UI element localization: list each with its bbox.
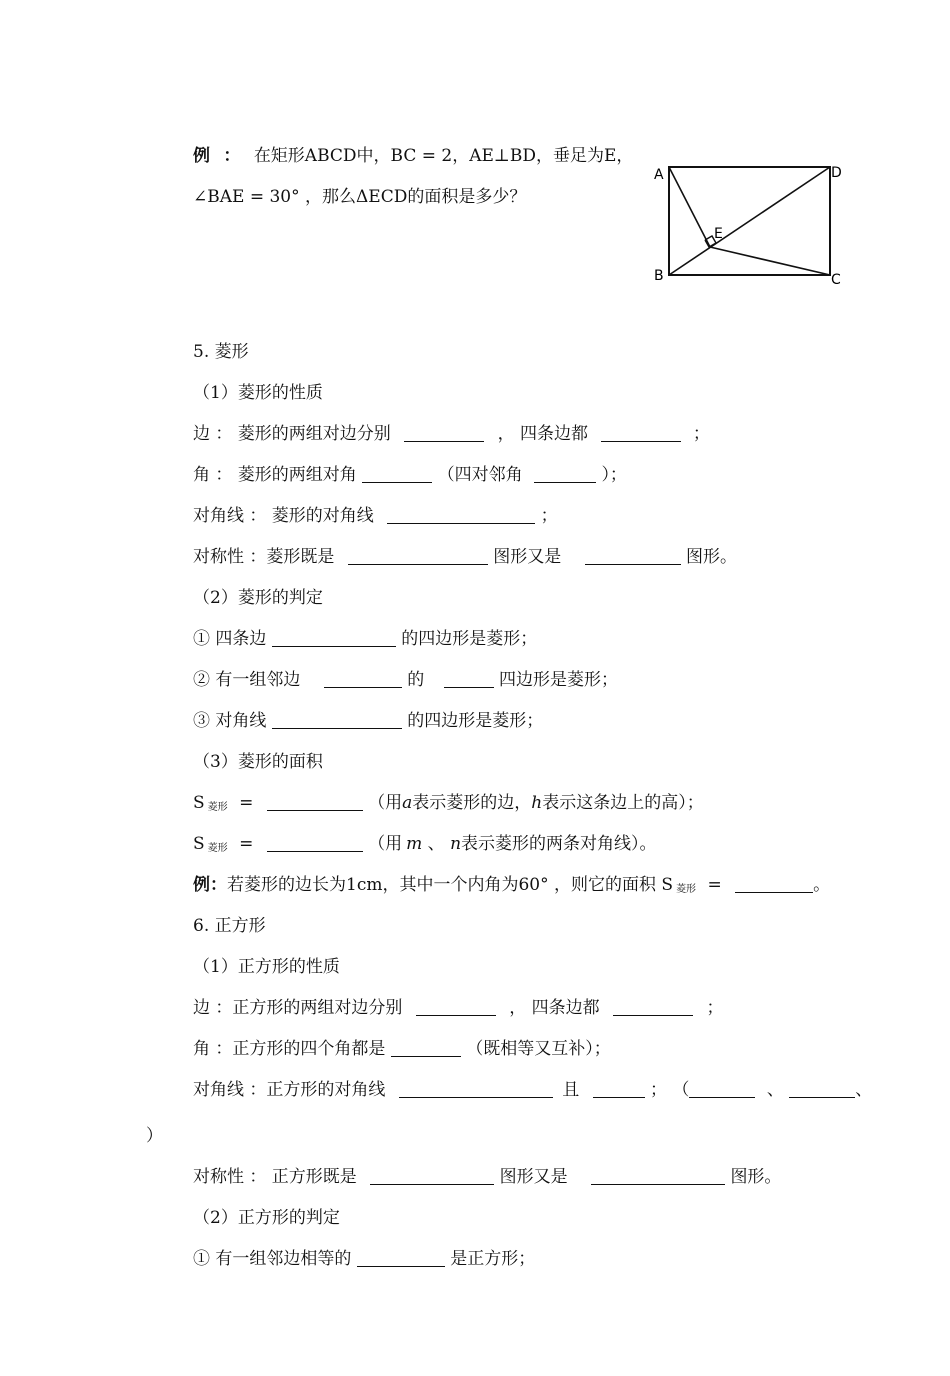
area-1-s: S — [193, 793, 205, 813]
area-1-text-2: 表示菱形的边， — [412, 793, 532, 813]
square-diagonal-blank-4[interactable] — [789, 1079, 855, 1098]
area-2-equals: = — [239, 834, 254, 854]
rhombus-judge-2-end: 四边形是菱形； — [499, 670, 619, 690]
rhombus-example-label: 例： — [193, 875, 227, 895]
area-2-sub: 菱形 — [207, 843, 228, 854]
area-2-var-n: n — [450, 834, 462, 854]
rhombus-area-1 — [193, 791, 704, 820]
example-label: 例 — [193, 146, 210, 166]
square-angle-end: （既相等又互补）； — [466, 1039, 611, 1059]
square-symmetry-blank-1[interactable] — [370, 1166, 494, 1185]
rhombus-judge-1-end: 的四边形是菱形； — [401, 629, 538, 649]
section-5-title: 5. 菱形 — [193, 342, 249, 362]
square-symmetry-text-2: 图形又是 — [499, 1167, 568, 1187]
rhombus-properties-title: （1）菱形的性质 — [193, 383, 323, 403]
vertex-a-label: A — [654, 167, 664, 183]
rhombus-side-text-2: ， 四条边都 — [497, 424, 589, 444]
rhombus-angle-blank-1[interactable] — [362, 464, 432, 483]
area-2-s: S — [193, 834, 205, 854]
rhombus-angle-text: 角 ： 菱形的两组对角 — [193, 465, 357, 485]
vertex-b-label: B — [654, 268, 664, 284]
square-diagonal-blank-3[interactable] — [689, 1079, 755, 1098]
rhombus-judge-2-text-2: 的 — [407, 670, 425, 690]
rhombus-judge-3-end: 的四边形是菱形； — [407, 711, 544, 731]
rhombus-example-end: 。 — [813, 875, 831, 895]
area-2-blank[interactable] — [267, 833, 363, 852]
square-symmetry-end: 图形。 — [730, 1167, 782, 1187]
area-2-var-m: m — [406, 834, 423, 854]
square-side-end: ； — [706, 998, 724, 1018]
diagonal-bd — [669, 167, 830, 275]
square-side-text: 边 ：正方形的两组对边分别 — [193, 998, 403, 1018]
rhombus-symmetry-line — [193, 545, 737, 569]
area-1-var-a: a — [402, 793, 413, 813]
rhombus-side-end: ； — [692, 424, 710, 444]
square-diagonal-text-3: ； （ — [650, 1080, 690, 1100]
square-angle-text: 角 ：正方形的四个角都是 — [193, 1039, 386, 1059]
rhombus-symmetry-text: 对称性 ：菱形既是 — [193, 547, 335, 567]
rhombus-example-equals: = — [707, 875, 722, 895]
rhombus-judge-2-blank-1[interactable] — [324, 669, 402, 688]
rhombus-judgement-title: （2）菱形的判定 — [193, 588, 323, 608]
area-1-blank[interactable] — [267, 792, 363, 811]
square-diagonal-blank-1[interactable] — [399, 1079, 553, 1098]
rhombus-symmetry-blank-2[interactable] — [585, 546, 681, 565]
rhombus-angle-text-2: （四对邻角 — [437, 465, 523, 485]
square-judge-1-blank[interactable] — [357, 1248, 445, 1267]
rhombus-diagonal-blank[interactable] — [387, 505, 535, 524]
example-text-1: 在矩形ABCD中，BC = 2，AE⊥BD，垂足为E， — [253, 146, 634, 166]
rhombus-angle-line — [193, 463, 627, 487]
rhombus-judge-1 — [193, 627, 537, 651]
square-judge-1-text: ① 有一组邻边相等的 — [193, 1249, 352, 1269]
rhombus-judge-3-blank[interactable] — [272, 710, 402, 729]
segment-ae — [669, 167, 710, 247]
square-diagonal-line — [193, 1078, 872, 1102]
square-side-text-2: ， 四条边都 — [509, 998, 600, 1018]
area-1-var-h: h — [531, 793, 543, 813]
rhombus-judge-3-text: ③ 对角线 — [193, 711, 267, 731]
square-diagonal-close: ） — [146, 1126, 163, 1146]
rhombus-judge-2-text: ② 有一组邻边 — [193, 670, 301, 690]
square-properties-title: （1）正方形的性质 — [193, 957, 340, 977]
area-2-text-3: 表示菱形的两条对角线）。 — [461, 834, 657, 854]
rhombus-side-line — [193, 422, 710, 446]
rhombus-judge-3 — [193, 709, 543, 733]
rhombus-area-2 — [193, 832, 657, 861]
square-diagonal-blank-2[interactable] — [593, 1079, 645, 1098]
rhombus-symmetry-end: 图形。 — [686, 547, 738, 567]
vertex-c-label: C — [831, 272, 841, 288]
square-judge-1 — [193, 1247, 535, 1271]
area-2-text: （用 — [368, 834, 403, 854]
square-angle-blank[interactable] — [391, 1038, 461, 1057]
rhombus-area-title: （3）菱形的面积 — [193, 752, 323, 772]
point-e-label: E — [714, 226, 723, 242]
rhombus-diagonal-end: ； — [540, 506, 558, 526]
square-judgement-title: （2）正方形的判定 — [193, 1208, 340, 1228]
area-2-text-2: 、 — [427, 834, 445, 854]
rhombus-example-s: S — [661, 875, 674, 895]
area-1-equals: = — [239, 793, 254, 813]
segment-ec — [710, 247, 830, 275]
rhombus-judge-2-blank-2[interactable] — [444, 669, 494, 688]
rhombus-angle-blank-2[interactable] — [534, 464, 596, 483]
square-symmetry-blank-2[interactable] — [591, 1166, 725, 1185]
example-colon: ： — [223, 146, 241, 166]
rhombus-angle-end: ）； — [601, 465, 627, 485]
rhombus-symmetry-blank-1[interactable] — [348, 546, 488, 565]
square-side-blank-2[interactable] — [613, 997, 693, 1016]
square-judge-1-end: 是正方形； — [450, 1249, 536, 1269]
rhombus-judge-2 — [193, 668, 618, 692]
rhombus-side-text: 边 ： 菱形的两组对边分别 — [193, 424, 391, 444]
square-symmetry-line — [193, 1165, 781, 1189]
rhombus-diagonal-text: 对角线 ： 菱形的对角线 — [193, 506, 374, 526]
square-diagonal-text: 对角线 ：正方形的对角线 — [193, 1080, 386, 1100]
rhombus-side-blank-1[interactable] — [404, 423, 484, 442]
area-1-text-3: 表示这条边上的高）； — [542, 793, 704, 813]
rhombus-diagonal-line — [193, 504, 558, 528]
rhombus-example-blank[interactable] — [735, 874, 813, 893]
area-1-text: （用 — [368, 793, 403, 813]
section-6-title: 6. 正方形 — [193, 916, 266, 936]
square-diagonal-text-2: 且 — [562, 1080, 580, 1100]
rectangle-figure — [650, 158, 850, 288]
example-text-2: ∠BAE = 30° ，那么ΔECD的面积是多少？ — [193, 187, 527, 207]
rhombus-symmetry-text-2: 图形又是 — [493, 547, 562, 567]
square-side-blank-1[interactable] — [416, 997, 496, 1016]
rhombus-judge-1-text: ① 四条边 — [193, 629, 267, 649]
square-diagonal-sep-2: 、 — [855, 1080, 873, 1100]
rhombus-judge-1-blank[interactable] — [272, 628, 396, 647]
square-symmetry-text: 对称性 ： 正方形既是 — [193, 1167, 357, 1187]
rhombus-example-sub: 菱形 — [676, 884, 697, 895]
square-diagonal-sep-1: 、 — [766, 1080, 784, 1100]
square-angle-line — [193, 1037, 611, 1061]
square-side-line — [193, 996, 723, 1020]
rhombus-example — [193, 873, 830, 902]
rhombus-example-text: 若菱形的边长为1cm，其中一个内角为60° ，则它的面积 — [227, 875, 656, 895]
example-line-1 — [193, 144, 633, 168]
vertex-d-label: D — [831, 165, 842, 181]
example-line-2 — [193, 185, 526, 209]
rhombus-side-blank-2[interactable] — [601, 423, 681, 442]
area-1-sub: 菱形 — [207, 802, 228, 813]
